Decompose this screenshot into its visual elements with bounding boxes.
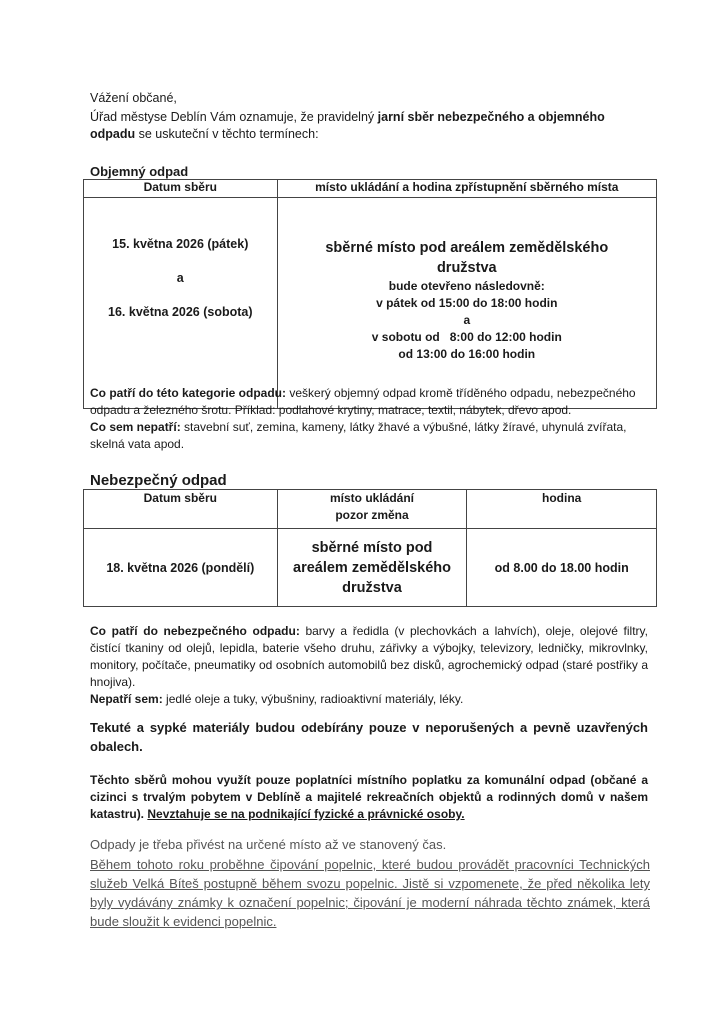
hazardous-hours: od 8.00 do 18.00 hodin — [467, 529, 657, 607]
liquid-materials-note: Tekuté a sypké materiály budou odebírány pouze v neporušených a pevně uzavřených obalech. — [90, 720, 648, 754]
bulky-date-1: 15. května 2026 (pátek) — [112, 237, 249, 251]
bulky-hours-and: a — [463, 313, 471, 327]
hz-col-hour-header: hodina — [467, 490, 657, 529]
bulky-place-line-2: družstva — [436, 260, 497, 276]
hz-place-line-1: sběrné místo pod — [311, 539, 433, 556]
hazardous-place-cell — [277, 529, 467, 607]
bulky-date-and: a — [176, 271, 184, 285]
hazardous-waste-info — [90, 623, 648, 708]
bulky-open-label: bude otevřeno následovně: — [388, 279, 545, 293]
intro-paragraph — [90, 109, 650, 143]
hz-col-date-header: Datum sběru — [84, 490, 278, 529]
hz-col-place-label: místo ukládání — [329, 491, 415, 505]
bulky-waste-table — [83, 179, 657, 409]
hazardous-waste-title: Nebezpečný odpad — [90, 472, 227, 489]
bulky-date-2: 16. května 2026 (sobota) — [108, 305, 253, 319]
bulky-saturday-hours-1: v sobotu od 8:00 do 12:00 hodin — [371, 330, 562, 344]
hz-place-line-3: družstva — [342, 579, 402, 596]
bulky-belongs-text: veškerý objemný odpad kromě tříděného odpadu, nebezpečného odpadu a železného šrotu. Příklad: podlahové krytiny, matrace, textil, nábytek, dřevo apod. — [90, 386, 636, 417]
bulky-belongs-label: Co patří do této kategorie odpadu: — [90, 386, 287, 400]
bulky-friday-hours: v pátek od 15:00 do 18:00 hodin — [376, 296, 558, 310]
hazardous-waste-table — [83, 489, 657, 607]
bulky-waste-title: Objemný odpad — [90, 164, 189, 179]
intro-text-1: Úřad městyse Deblín Vám oznamuje, že pravidelný — [90, 110, 378, 124]
hazardous-table-header — [84, 490, 657, 529]
bulky-place-line-1: sběrné místo pod areálem zemědělského — [325, 240, 609, 256]
intro-highlight: jarní sběr nebezpečného a objemného odpadu — [90, 110, 605, 141]
hz-belongs-label: Co patří do nebezpečného odpadu: — [90, 624, 300, 638]
col-date-header: Datum sběru — [84, 180, 278, 198]
bulky-not-label: Co sem nepatří: — [90, 420, 181, 434]
bulky-not-text: stavební suť, zemina, kameny, látky žhavé a výbušné, látky žíravé, uhynulá zvířata, skelná vata apod. — [90, 420, 627, 451]
hz-col-place-note: pozor změna — [335, 508, 409, 522]
eligibility-note — [90, 772, 648, 823]
hz-place-line-2: areálem zemědělského — [293, 559, 451, 576]
hazardous-date: 18. května 2026 (pondělí) — [84, 529, 278, 607]
bulky-dates-cell — [84, 198, 278, 409]
hz-belongs-text: barvy a ředidla (v plechovkách a lahvích), oleje, olejové filtry, čistící tkaniny od olejů, lepidla, baterie všeho druhu, zářivky a výbojky, televizory, ledničky, mikrovlnky, monitory, počítače, pneumatiky od osobních automobilů bez disků, agrochemický odpad (staré postřiky a hnojiva). — [90, 624, 648, 689]
hz-not-text: jedlé oleje a tuky, výbušniny, radioaktivní materiály, léky. — [162, 692, 464, 706]
eligibility-text: Těchto sběrů mohou využít pouze poplatníci místního poplatku za komunální odpad (občané a cizinci s trvalým pobytem v Deblíně a majitelé rekreačních objektů a rodinných domů v našem katastru). — [90, 773, 648, 821]
hazardous-table-row — [84, 529, 657, 607]
bulky-saturday-hours-2: od 13:00 do 16:00 hodin — [398, 347, 536, 361]
hz-not-label: Nepatří sem: — [90, 692, 163, 706]
bin-chipping-text: Během tohoto roku proběhne čipování popelnic, které budou provádět pracovníci Technických služeb Velká Bíteš postupně během svozu popelnic. Jistě si vzpomenete, že před několika lety byly vydávány známky k označení popelnic; čipování je moderní náhrada těchto známek, která bude sloužit k evidenci popelnic. — [90, 857, 650, 929]
bin-chipping-notice — [90, 855, 650, 931]
col-place-header: místo ukládání a hodina zpřístupnění sběrného místa — [277, 180, 656, 198]
bulky-waste-info — [90, 385, 648, 453]
bulky-table-row — [84, 198, 657, 409]
eligibility-exclusion: Nevztahuje se na podnikající fyzické a právnické osoby. — [147, 807, 465, 821]
bulky-table-header — [84, 180, 657, 198]
greeting: Vážení občané, — [90, 91, 177, 105]
intro-text-2: se uskuteční v těchto termínech: — [135, 127, 319, 141]
hz-col-place-header — [277, 490, 467, 529]
delivery-time-notice: Odpady je třeba přivést na určené místo až ve stanovený čas. — [90, 837, 447, 852]
bulky-place-cell — [277, 198, 656, 409]
